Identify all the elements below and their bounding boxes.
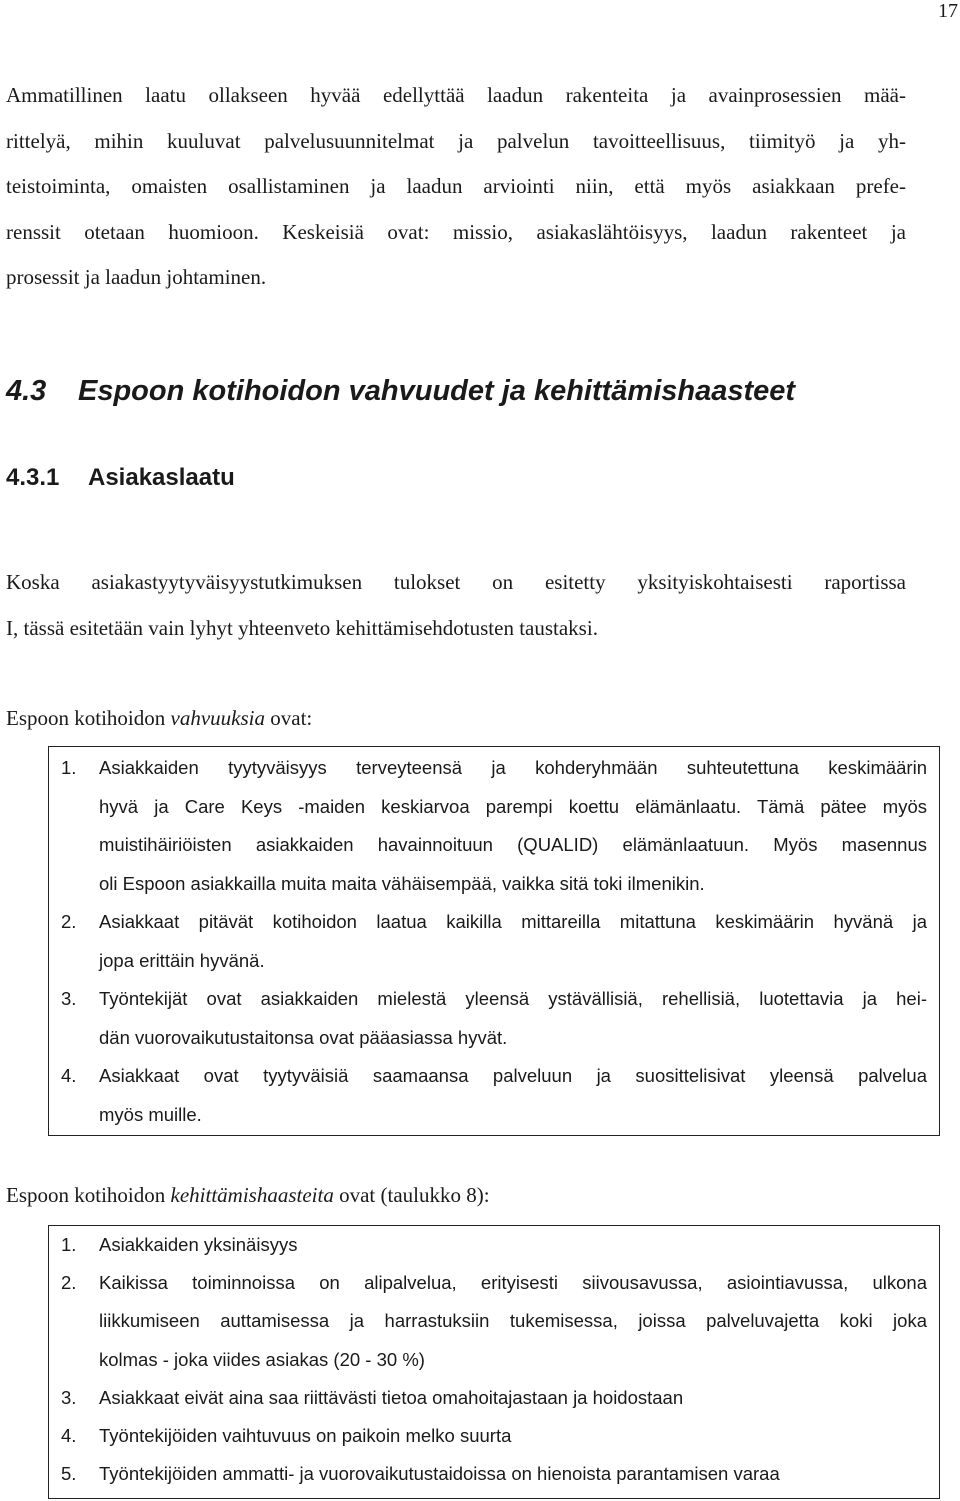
strength-line: myös muille. xyxy=(99,1103,202,1125)
strengths-lead-suffix: ovat: xyxy=(265,706,313,730)
strength-line: dän vuorovaikutustaitonsa ovat pääasiassa hyvät. xyxy=(99,1026,508,1048)
strength-line: muistihäiriöisten asiakkaiden havainnoituun (QUALID) elämänlaatuun. Myös masennus xyxy=(99,834,927,855)
subsection-line: Koska asiakastyytyväisyystutkimuksen tulokset on esitetty yksityiskohtaisesti raportissa xyxy=(6,570,906,594)
intro-line: rittelyä, mihin kuuluvat palvelusuunnitelmat ja palvelun tavoitteellisuus, tiimityö ja yh- xyxy=(6,128,906,153)
subsection-title: Asiakaslaatu xyxy=(88,464,235,491)
subsection-paragraph xyxy=(6,560,906,651)
subsection-line: I, tässä esitetään vain lyhyt yhteenveto kehittämisehdotusten taustaksi. xyxy=(6,615,598,640)
strength-line: Työntekijät ovat asiakkaiden mielestä yleensä ystävällisiä, rehellisiä, luotettavia ja hei- xyxy=(99,988,927,1009)
strength-line: jopa erittäin hyvänä. xyxy=(99,949,265,971)
strength-line: Asiakkaiden tyytyväisyys terveyteensä ja kohderyhmään suhteutettuna keskimäärin xyxy=(99,757,927,778)
section-title: Espoon kotihoidon vahvuudet ja kehittämishaasteet xyxy=(78,375,796,407)
intro-line: teistoiminta, omaisten osallistaminen ja laadun arviointi niin, että myös asiakkaan prefe- xyxy=(6,174,906,199)
challenge-number: 3. xyxy=(61,1386,77,1408)
strength-item xyxy=(49,903,939,980)
strength-line: Asiakkaat pitävät kotihoidon laatua kaikilla mittareilla mitattuna keskimäärin hyvänä ja xyxy=(99,911,927,932)
strength-line: hyvä ja Care Keys -maiden keskiarvoa parempi koettu elämänlaatu. Tämä pätee myös xyxy=(99,795,927,817)
strength-item xyxy=(49,749,939,903)
challenge-line: Kaikissa toiminnoissa on alipalvelua, erityisesti siivousavussa, asiointiavussa, ulkona xyxy=(99,1272,927,1294)
section-number: 4.3 xyxy=(6,375,47,407)
intro-line: prosessit ja laadun johtaminen. xyxy=(6,265,267,290)
challenge-item xyxy=(49,1264,939,1379)
challenges-lead-text: Espoon kotihoidon xyxy=(6,1183,171,1207)
challenge-number: 4. xyxy=(61,1425,77,1447)
challenge-line: Asiakkaat eivät aina saa riittävästi tietoa omahoitajastaan ja hoidostaan xyxy=(99,1386,684,1408)
challenge-line: kolmas - joka viides asiakas (20 - 30 %) xyxy=(99,1348,425,1370)
intro-line: renssit otetaan huomioon. Keskeisiä ovat: missio, asiakaslähtöisyys, laadun rakenteet ja xyxy=(6,219,906,244)
strength-number: 2. xyxy=(61,911,77,932)
subsection-number: 4.3.1 xyxy=(6,464,60,491)
strengths-lead-emphasis: vahvuuksia xyxy=(170,706,265,730)
strength-number: 3. xyxy=(61,988,77,1009)
challenge-item xyxy=(49,1417,939,1455)
challenges-box xyxy=(48,1225,940,1499)
strength-number: 1. xyxy=(61,757,77,778)
challenge-line: Asiakkaiden yksinäisyys xyxy=(99,1234,298,1255)
challenge-item xyxy=(49,1379,939,1417)
strength-line: Asiakkaat ovat tyytyväisiä saamaansa palveluun ja suosittelisivat yleensä palvelua xyxy=(99,1065,927,1086)
page-number: 17 xyxy=(938,0,958,22)
challenges-lead xyxy=(6,1183,490,1208)
strength-number: 4. xyxy=(61,1065,77,1086)
challenge-item xyxy=(49,1455,939,1493)
strength-line: oli Espoon asiakkailla muita maita vähäisempää, vaikka sitä toki ilmenikin. xyxy=(99,872,705,894)
challenge-line: liikkumiseen auttamisessa ja harrastuksiin tukemisessa, joissa palveluvajetta koki joka xyxy=(99,1310,927,1332)
challenge-item xyxy=(49,1226,939,1264)
challenge-number: 5. xyxy=(61,1463,77,1485)
challenge-line: Työntekijöiden ammatti- ja vuorovaikutustaidoissa on hienoista parantamisen varaa xyxy=(99,1463,780,1485)
challenge-number: 2. xyxy=(61,1272,77,1294)
challenges-lead-emphasis: kehittämishaasteita xyxy=(170,1183,334,1207)
challenge-line: Työntekijöiden vaihtuvuus on paikoin melko suurta xyxy=(99,1425,512,1447)
strengths-box xyxy=(48,746,940,1136)
strengths-lead xyxy=(6,706,312,731)
strength-item xyxy=(49,1057,939,1134)
strength-item xyxy=(49,980,939,1057)
subsection-heading xyxy=(6,464,235,492)
challenge-number: 1. xyxy=(61,1234,77,1255)
intro-paragraph xyxy=(6,73,906,301)
strengths-lead-text: Espoon kotihoidon xyxy=(6,706,171,730)
intro-line: Ammatillinen laatu ollakseen hyvää edellyttää laadun rakenteita ja avainprosessien mää- xyxy=(6,83,906,107)
section-heading xyxy=(6,375,795,408)
challenges-lead-suffix: ovat (taulukko 8): xyxy=(333,1183,490,1207)
